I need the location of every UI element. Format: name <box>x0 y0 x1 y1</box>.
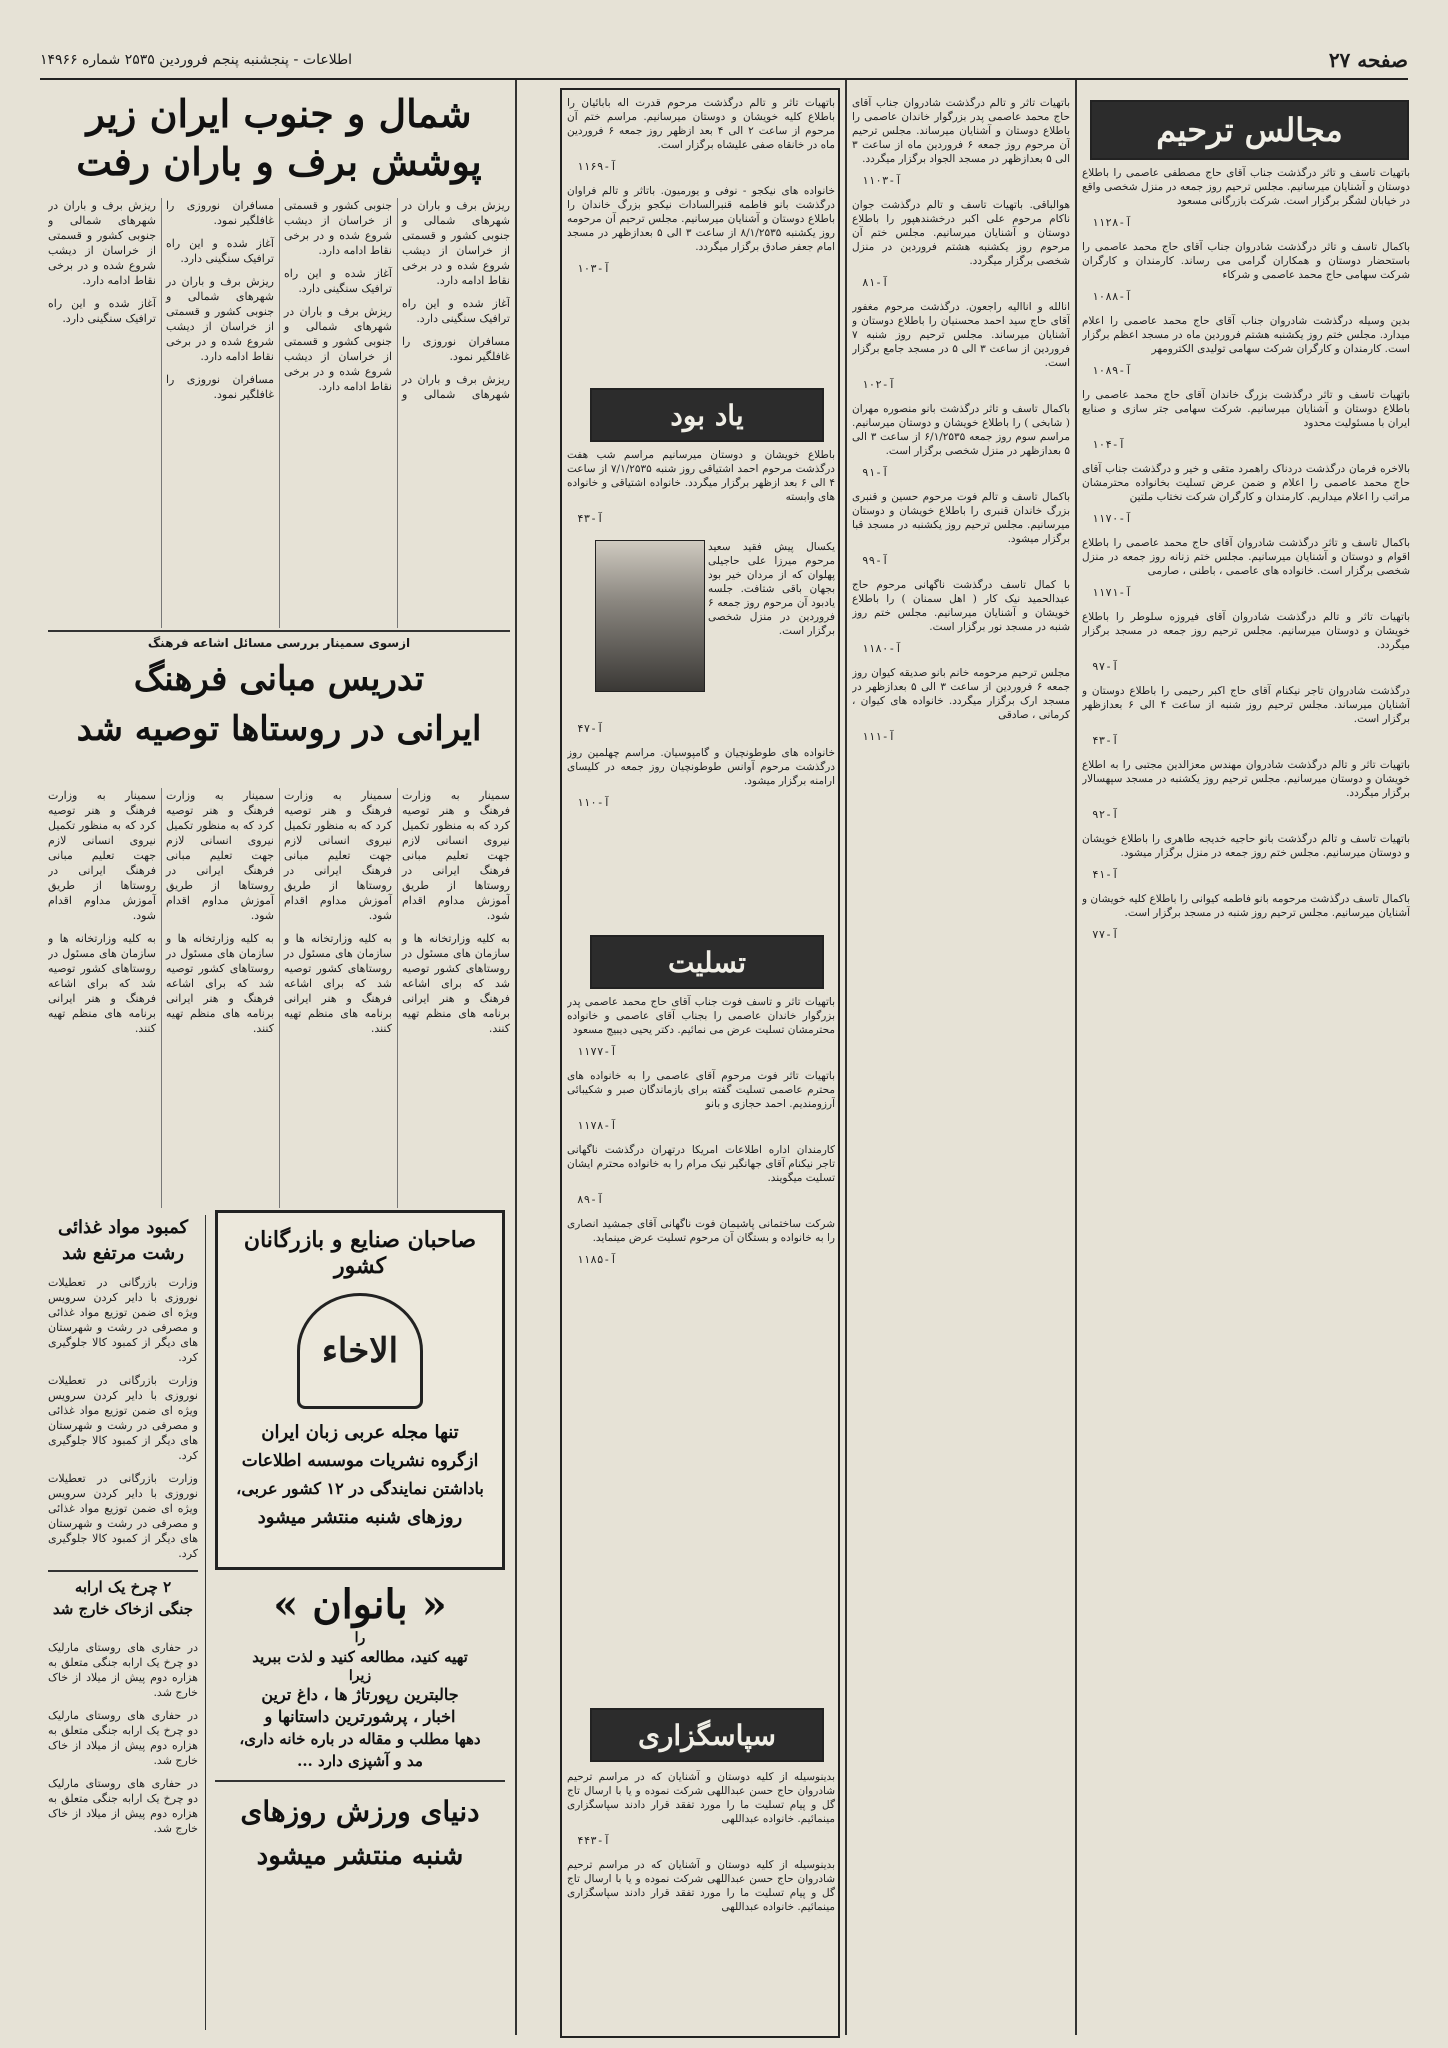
notice-code: آ-۷۷ <box>1092 928 1119 941</box>
culture-paragraph: به کلیه وزارتخانه ها و سازمان های مسئول در روستاهای کشور توصیه شد که برای اشاعه فرهنگ و هنر ایرانی برنامه های منظم تهیه کنند. <box>284 932 392 1035</box>
crash-paragraph: در حفاری های روستای مارلیک دو چرخ یک ارابه جنگی متعلق به هزاره دوم پیش از میلاد از خاک خارج شد. <box>48 1777 198 1835</box>
section-divider <box>48 630 510 632</box>
notice-text: شرکت ساختمانی پاشیمان فوت ناگهانی آقای جمشید انصاری را به خانواده و بستگان آن مرحوم تسلیت عرض مینماید. <box>567 1218 835 1244</box>
crash-paragraph: در حفاری های روستای مارلیک دو چرخ یک ارابه جنگی متعلق به هزاره دوم پیش از میلاد از خاک خارج شد. <box>48 1709 198 1767</box>
yadbood-notice <box>708 540 835 715</box>
yadbood-label: یاد بود <box>670 398 744 432</box>
notice-code: آ-۹۷ <box>1092 660 1119 673</box>
tasliat-label: تسلیت <box>668 945 746 979</box>
notice-text: خانواده های نیکجو - نوفی و یورمیون. باتاثر و تالم فراوان درگذشت بانو فاطمه قنبرالسادات نیکجو بزرگ خاندان را باطلاع دوستان و آشنایان میرسانیم. مجلس ترحیم آن مرحومه روز یکشنبه ۸/۱/۲۵۳۵ از ساعت ۳ الی ۵ بعدازظهر در مسجد امام جعفر صادق برگزار میگردد. <box>567 185 835 253</box>
weather-paragraph: آغاز شده و این راه ترافیک سنگینی دارد. <box>48 297 156 325</box>
sepas-label: سپاسگزاری <box>637 1718 777 1752</box>
notice-text: باتهیات تاسف و تالم درگذشت بانو حاجیه خدیجه طاهری را باطلاع خویشان و دوستان میرسانیم. مجلس ختم روز جمعه در منزل برگزار میشود. <box>1082 833 1410 859</box>
ad1-title: صاحبان صنایع و بازرگانان کشور <box>243 1227 477 1279</box>
ad1-line1: تنها مجله عربی زبان ایران <box>261 1422 459 1443</box>
notice-text: باکمال تاسف و تالم فوت مرحوم حسین و قنبری بزرگ خاندان قنبری را باطلاع خویشان و دوستان میرسانیم. مجلس ترحیم روز یکشنبه در مسجد قبا برگزار میشود. <box>852 491 1070 545</box>
notice-code: آ-۱۱۰ <box>577 796 611 809</box>
ad2-title: « بانوان » <box>273 1581 447 1628</box>
crash-headline-line1: ۲ چرخ یک ارابه <box>74 1578 172 1596</box>
column-rule <box>515 80 517 2035</box>
ad2-line2: تهیه کنید، مطالعه کنید و لذت ببرید <box>252 1648 468 1666</box>
notice-text: درگذشت شادروان تاجر نیکنام آقای حاج اکبر رحیمی را باطلاع دوستان و آشنایان میرساند. مجلس ترحیم روز شنبه از ساعت ۴ الی ۶ بعدازظهر برگزار است. <box>1082 685 1410 725</box>
notice-text: باتهیات تاثر و تالم درگذشت شادروان جناب آقای حاج محمد عاصمی پدر بزرگوار خاندان عاصمی را باطلاع دوستان و آشنایان میرساند. مجلس ترحیم آن مرحوم روز جمعه ۶ فروردین ماه از ساعت ۳ الی ۵ بعدازظهر در مسجد الجواد برگزار میگردد. <box>852 97 1070 165</box>
notice-text: باکمال تاسف و تاثر درگذشت شادروان جناب آقای حاج محمد عاصمی را باستحضار دوستان و همکاران گرامی می رساند. کارمندان و کارگران شرکت سهامی حاج محمد عاصمی و شرکاء <box>1082 241 1410 281</box>
notice-text: بدین وسیله درگذشت شادروان جناب آقای حاج محمد عاصمی را اعلام میدارد. مجلس ختم روز یکشنبه هشتم فروردین ماه در مسجد اعظم برگزار است. کارمندان و کارگران شرکت سهامی تولیدی الکترومهر <box>1082 315 1410 355</box>
crash-paragraph: در حفاری های روستای مارلیک دو چرخ یک ارابه جنگی متعلق به هزاره دوم پیش از میلاد از خاک خارج شد. <box>48 1641 198 1699</box>
column-rule <box>205 1215 206 2030</box>
ad2-line5: اخبار ، پرشورترین داستانها و <box>264 1707 456 1726</box>
food-paragraph: وزارت بازرگانی در تعطیلات نوروزی با دایر کردن سرویس ویژه ای ضمن توزیع مواد غذائی و مصرفی در رشت و شهرستان های دیگر از کمبود کالا جلوگیری کرد. <box>48 1472 198 1560</box>
notice-text: باطلاع خویشان و دوستان میرسانیم مراسم شب هفت درگذشت مرحوم احمد اشتیاقی روز شنبه ۷/۱/۲۵۳۵ از ساعت ۴ الی ۶ بعد ازظهر برگزار میگردد. خانواده اشتیاقی و خانواده های وابسته <box>567 449 835 503</box>
weather-body <box>48 198 510 628</box>
food-headline-line1: کمبود مواد غذائی <box>57 1217 189 1238</box>
ad1-line4: روزهای شنبه منتشر میشود <box>257 1507 463 1528</box>
tasliat-notices <box>567 995 835 1545</box>
notice-code: آ-۱۱۷۷ <box>577 1045 617 1058</box>
notice-code: آ-۱۰۸۸ <box>1092 290 1132 303</box>
culture-paragraph: به کلیه وزارتخانه ها و سازمان های مسئول در روستاهای کشور توصیه شد که برای اشاعه فرهنگ و هنر ایرانی برنامه های منظم تهیه کنند. <box>48 932 156 1035</box>
al-akha-logo <box>297 1293 423 1409</box>
notice-code: آ-۱۱۷۱ <box>1092 586 1132 599</box>
notice-text: انالله و اناالیه راجعون. درگذشت مرحوم مغفور آقای حاج سید احمد محسنیان را باطلاع دوستان و آشنایان میرساند. مجلس ترحیم روز شنبه ۷ فروردین از ساعت ۳ الی ۵ در مسجد جامع برگزار است. <box>852 301 1070 369</box>
food-body <box>48 1275 198 1565</box>
sepas-banner <box>590 1708 824 1762</box>
weather-paragraph: ریزش برف و باران در شهرهای شمالی و جنوبی کشور و قسمتی از خراسان از دیشب شروع شده و در برخی نقاط ادامه دارد. <box>284 305 392 393</box>
notice-code: آ-۴۱ <box>1092 868 1119 881</box>
section-divider <box>215 1780 505 1782</box>
weather-headline-line2: پوشش برف و باران رفت <box>76 139 482 184</box>
culture-paragraph: به کلیه وزارتخانه ها و سازمان های مسئول در روستاهای کشور توصیه شد که برای اشاعه فرهنگ و هنر ایرانی برنامه های منظم تهیه کنند. <box>402 932 510 1035</box>
notice-text: بدینوسیله از کلیه دوستان و آشنایان که در مراسم ترحیم شادروان حاج حسن عبداللهی شرکت نموده و یا با ارسال تاج گل و پیام تسلیت ما را مورد تفقد قرار دادند سپاسگزاری مینمائیم. خانواده عبداللهی <box>567 1859 835 1913</box>
ad2-line4: جالبترین رپورتاژ ها ، داغ ترین <box>261 1685 459 1704</box>
notice-code: آ-۱۱۷۰ <box>1092 512 1132 525</box>
culture-paragraph: سمینار به وزارت فرهنگ و هنر توصیه کرد که به منظور تکمیل نیروی انسانی لازم جهت تعلیم مبانی فرهنگ ایرانی در روستاها از طریق آموزش مداوم اقدام شود. <box>48 789 156 922</box>
crash-headline-line2: جنگی ازخاک خارج شد <box>52 1600 194 1618</box>
notice-text: بالاخره فرمان درگذشت دردناک راهمرد متقی و خیر و درگذشت جناب آقای حاج محمد عاصمی را اعلام و ضمن عرض تسلیت بخانواده محترمشان مراتب را اعلام میداریم. کارمندان و کارگران شرکت نختاب ملتین <box>1082 463 1410 503</box>
crash-body <box>48 1640 198 2030</box>
al-akha-ad <box>215 1210 505 1570</box>
culture-paragraph: سمینار به وزارت فرهنگ و هنر توصیه کرد که به منظور تکمیل نیروی انسانی لازم جهت تعلیم مبانی فرهنگ ایرانی در روستاها از طریق آموزش مداوم اقدام شود. <box>402 789 510 922</box>
notice-text: خانواده های طوطونچیان و گامپوسیان. مراسم چهلمین روز درگذشت مرحوم آوانس طوطونچیان روز جمعه در کلیسای ارامنه برگزار میشود. <box>567 747 835 787</box>
notice-code: آ-۴۳ <box>1092 734 1119 747</box>
notice-text: باکمال تاسف و تاثر درگذشت بانو منصوره مهران ( شابخی ) را باطلاع خویشان و دوستان میرسانیم. مراسم سوم روز جمعه ۶/۱/۲۵۳۵ از ساعت ۳ الی ۵ بعدازظهر در منزل شخصی برگزار است. <box>852 403 1070 457</box>
notice-code: آ-۴۷ <box>577 722 604 735</box>
culture-body <box>48 788 510 1208</box>
notice-code: آ-۱۱۱ <box>862 730 896 743</box>
notice-code: آ-۱۰۲ <box>862 378 896 391</box>
weather-paragraph: ریزش برف و باران در شهرهای شمالی و جنوبی کشور و قسمتی از خراسان از دیشب شروع شده و در برخی نقاط ادامه دارد. <box>166 275 274 363</box>
culture-paragraph: سمینار به وزارت فرهنگ و هنر توصیه کرد که به منظور تکمیل نیروی انسانی لازم جهت تعلیم مبانی فرهنگ ایرانی در روستاها از طریق آموزش مداوم اقدام شود. <box>284 789 392 922</box>
notice-code: آ-۴۳ <box>577 512 604 525</box>
crash-headline <box>48 1576 198 1636</box>
majales-banner <box>1090 100 1409 160</box>
notice-code: آ-۱۱۲۸ <box>1092 216 1132 229</box>
weather-paragraph: مسافران نوروزی را غافلگیر نمود. <box>166 373 274 401</box>
majales-label: مجالس ترحیم <box>1156 111 1343 149</box>
notice-code: آ-۱۱۷۸ <box>577 1119 617 1132</box>
yadbood-notice <box>567 448 835 528</box>
notice-text: با کمال تاسف درگذشت ناگهانی مرحوم حاج عبدالحمید نیک کار ( اهل سمنان ) را باطلاع خویشان و آشنایان میرسانیم. مجلس ختم روز شنبه در مسجد نور برگزار است. <box>852 579 1070 633</box>
culture-paragraph: به کلیه وزارتخانه ها و سازمان های مسئول در روستاهای کشور توصیه شد که برای اشاعه فرهنگ و هنر ایرانی برنامه های منظم تهیه کنند. <box>166 932 274 1035</box>
sepas-notices <box>567 1770 835 2030</box>
ad3-subtitle: شنبه منتشر میشود <box>256 1841 464 1871</box>
ad3-title: دنیای ورزش روزهای <box>240 1795 480 1828</box>
col3-notices <box>852 96 1070 2031</box>
notice-text: باتهیات تاثر و تالم درگذشت شادروان مهندس معزالدین مجتبی را به اطلاع خویشان و دوستان میرسانیم. مجلس ترحیم روز یکشنبه در مسجد سپهسالار برگزار میگردد. <box>1082 759 1410 799</box>
weather-headline <box>48 90 510 190</box>
notice-code: آ-۴۴۳ <box>577 1834 611 1847</box>
culture-headline <box>48 636 510 786</box>
notice-text: باتهیات تاسف و تاثر درگذشت جناب آقای حاج مصطفی عاصمی را باطلاع دوستان و آشنایان میرسانیم. مجلس ترحیم روز جمعه در منزل شخصی واقع در خیابان لشگر برگزار است. شرکت بازرگانی مسعود <box>1082 167 1410 207</box>
weather-paragraph: آغاز شده و این راه ترافیک سنگینی دارد. <box>284 267 392 295</box>
notice-text: باتهیات تاسف و تاثر درگذشت بزرگ خاندان آقای حاج محمد عاصمی را باطلاع دوستان و آشنایان میرسانیم. شرکت سهامی جتر سازی و صنایع ایران با مسئولیت محدود <box>1082 389 1410 429</box>
notice-code: آ-۱۱۰۳ <box>862 174 902 187</box>
weather-paragraph: ریزش برف و باران در شهرهای شمالی و جنوبی کشور و قسمتی از خراسان از دیشب شروع شده و در برخی نقاط ادامه دارد. <box>48 199 156 287</box>
notice-text: باتهیات تاثر و تالم درگذشت شادروان آقای فیروزه سلوطر را باطلاع خویشان و دوستان میرسانیم. مجلس ترحیم روز جمعه در مسجد برگزار میگردد. <box>1082 611 1410 651</box>
column-rule <box>1075 80 1077 2035</box>
weather-paragraph: آغاز شده و این راه ترافیک سنگینی دارد. <box>166 237 274 265</box>
col1-notices <box>567 96 835 331</box>
notice-code: آ-۸۱ <box>862 276 889 289</box>
sports-ad <box>215 1790 505 1900</box>
weather-paragraph: مسافران نوروزی را غافلگیر نمود. <box>402 335 510 363</box>
notice-code: آ-۱۰۳ <box>577 262 611 275</box>
notice-code: آ-۹۱ <box>862 466 889 479</box>
notice-text: باکمال تاسف درگذشت مرحومه بانو فاطمه کیوانی را باطلاع کلیه خویشان و آشنایان میرسانیم. مجلس ترحیم روز شنبه در مسجد برگزار است. <box>1082 893 1410 919</box>
section-divider <box>48 1570 198 1572</box>
yadbood-banner <box>590 388 824 442</box>
notice-text: بدینوسیله از کلیه دوستان و آشنایان که در مراسم ترحیم شادروان حاج حسن عبداللهی شرکت نموده و یا با ارسال تاج گل و پیام تسلیت ما را مورد تفقد قرار دادند سپاسگزاری مینمائیم. خانواده عبداللهی <box>567 1771 835 1825</box>
notice-code: آ-۱۱۸۵ <box>577 1253 617 1266</box>
ad2-line6: دهها مطلب و مقاله در باره خانه داری، <box>239 1730 481 1748</box>
ad2-line1: را <box>354 1630 366 1646</box>
column-rule <box>845 80 847 2035</box>
weather-paragraph: مسافران نوروزی را غافلگیر نمود. <box>166 199 274 227</box>
food-headline-line2: رشت مرتفع شد <box>62 1243 184 1264</box>
tasliat-banner <box>590 935 824 989</box>
page-number: صفحه ۲۷ <box>1328 48 1408 72</box>
culture-kicker: ازسوی سمینار بررسی مسائل اشاعه فرهنگ <box>147 636 411 650</box>
notice-code: آ-۸۹ <box>577 1193 604 1206</box>
notice-text: باتهیات تاثر و تالم درگذشت مرحوم قدرت اله بابائیان را باطلاع کلیه خویشان و دوستان میرسانیم. مراسم ختم آن مرحوم از ساعت ۲ الی ۴ بعد ازظهر روز جمعه ۶ فروردین ماه در خانقاه صفی علیشاه برگزار است. <box>567 97 835 151</box>
weather-paragraph: آغاز شده و این راه ترافیک سنگینی دارد. <box>402 297 510 325</box>
weather-paragraph: ریزش برف و باران در شهرهای شمالی و جنوبی کشور و قسمتی از خراسان از دیشب شروع شده و در برخی نقاط ادامه دارد. <box>402 199 510 287</box>
ad1-line3: باداشتن نمایندگی در ۱۲ کشور عربی، <box>236 1479 484 1498</box>
col4-notices <box>1082 166 1410 2031</box>
ad2-line3: زیرا <box>348 1668 372 1684</box>
weather-headline-line1: شمال و جنوب ایران زیر <box>86 91 472 136</box>
notice-text: باکمال تاسف و تاثر درگذشت شادروان آقای حاج محمد عاصمی را باطلاع اقوام و دوستان و آشنایان میرسانیم. مجلس ختم زنانه روز جمعه در منزل شخصی برگزار است. خانواده های عاصمی ، باطنی ، صارمی <box>1082 537 1410 577</box>
notice-code: آ-۱۰۴ <box>1092 438 1126 451</box>
culture-headline-line1: تدریس مبانی فرهنگ <box>133 659 425 699</box>
food-paragraph: وزارت بازرگانی در تعطیلات نوروزی با دایر کردن سرویس ویژه ای ضمن توزیع مواد غذائی و مصرفی در رشت و شهرستان های دیگر از کمبود کالا جلوگیری کرد. <box>48 1374 198 1462</box>
notice-text: یکسال پیش فقید سعید مرحوم میرزا علی حاجیلی پهلوان که از مردان خیر بود بجهان باقی شتافت. جلسه یادبود آن مرحوم روز جمعه ۶ فروردین در منزل شخصی برگزار است. <box>708 541 835 637</box>
ad2-line7: مد و آشپزی دارد ... <box>297 1752 423 1770</box>
notice-code: آ-۹۹ <box>862 554 889 567</box>
logo-text: الاخاء <box>321 1331 399 1371</box>
banovan-ad <box>215 1580 505 1770</box>
notice-text: باتهیات تاثر و تاسف فوت جناب آقای حاج محمد عاصمی پدر بزرگوار خاندان عاصمی را بجناب آقای عاصمی و خانواده محترمشان تسلیت عرض می نمائیم. دکتر یحیی دیبیج مسعود <box>567 996 835 1036</box>
page-header <box>40 44 1408 80</box>
notice-code: آ-۱۱۸۰ <box>862 642 902 655</box>
notice-code: آ-۱۱۶۹ <box>577 160 617 173</box>
yadbood-notice <box>567 720 835 830</box>
dateline: اطلاعات - پنجشنبه پنجم فروردین ۲۵۳۵ شماره ۱۴۹۶۶ <box>40 52 353 68</box>
portrait-photo <box>595 540 705 692</box>
food-paragraph: وزارت بازرگانی در تعطیلات نوروزی با دایر کردن سرویس ویژه ای ضمن توزیع مواد غذائی و مصرفی در رشت و شهرستان های دیگر از کمبود کالا جلوگیری کرد. <box>48 1276 198 1364</box>
notice-text: هوالباقی. باتهیات تاسف و تالم درگذشت جوان ناکام مرحوم علی اکبر درخشندهپور را باطلاع دوستان و آشنایان میرسانیم. مجلس ختم آن مرحوم روز یکشنبه هشتم فروردین در منزل شخصی برگزار میگردد. <box>852 199 1070 267</box>
notice-code: آ-۱۰۸۹ <box>1092 364 1132 377</box>
ad1-line2: ازگروه نشریات موسسه اطلاعات <box>241 1451 479 1471</box>
notice-code: آ-۹۲ <box>1092 808 1119 821</box>
notice-text: مجلس ترحیم مرحومه خانم بانو صدیقه کیوان روز جمعه ۶ فروردین از ساعت ۳ الی ۵ بعدازظهر در مسجد ارک برگزار میگردد. خانواده های کیوان ، کرمانی ، صادقی <box>852 667 1070 721</box>
notice-text: کارمندان اداره اطلاعات امریکا درتهران درگذشت ناگهانی تاجر نیکنام آقای جهانگیر نیک مرام را به خانواده محترم ایشان تسلیت میگویند. <box>567 1144 835 1184</box>
weather-paragraph: ریزش برف و باران در شهرهای شمالی و جنوبی کشور و قسمتی از خراسان از دیشب شروع شده و در برخی نقاط ادامه دارد. <box>284 199 510 401</box>
notice-text: باتهیات تاثر فوت مرحوم آقای عاصمی را به خانواده های محترم عاصمی تسلیت گفته برای بازماندگان صبر و شکیبائی آرزومندیم. احمد حجازی و بانو <box>567 1070 835 1110</box>
culture-paragraph: سمینار به وزارت فرهنگ و هنر توصیه کرد که به منظور تکمیل نیروی انسانی لازم جهت تعلیم مبانی فرهنگ ایرانی در روستاها از طریق آموزش مداوم اقدام شود. <box>166 789 274 922</box>
culture-headline-line2: ایرانی در روستاها توصیه شد <box>76 709 482 749</box>
